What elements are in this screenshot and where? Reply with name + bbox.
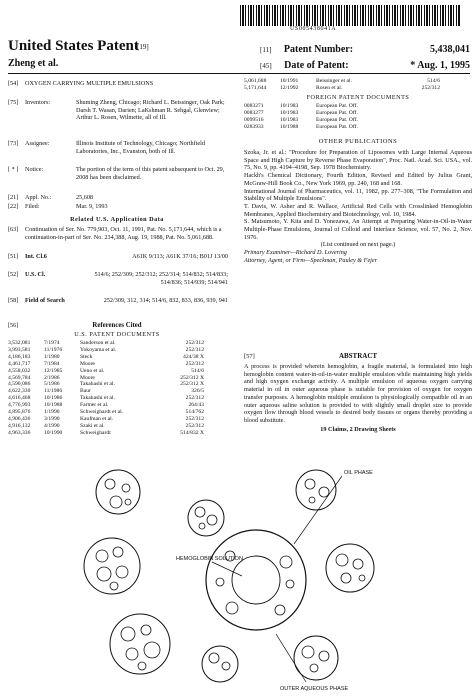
reference-cls: 514/6 [427,78,440,84]
search-label: Field of Search [25,297,65,304]
reference-num: 4,895,876 [8,409,31,416]
related-data-heading: Related U.S. Application Data [70,216,164,223]
inventors-label: Inventors: [25,99,51,106]
int-cl-code: [51] [8,253,19,260]
application-label: Appl. No.: [25,194,52,201]
foreign-docs-list [244,103,472,131]
reference-cls [380,117,442,124]
reference-date: 12/1992 [280,84,299,91]
droplet-center-small [188,500,224,536]
reference-date: 4/1990 [44,422,60,429]
reference-num: 5,171,644 [244,84,267,91]
int-cl-text: A61K 9/113; A61K 37/16; B01J 13/00 [132,253,228,260]
reference-name: Takahashi et al. [80,395,115,402]
reference-row [8,409,206,416]
label-hemoglobin [176,556,243,562]
reference-name: European Pat. Off. [316,103,358,109]
reference-row [244,78,442,85]
reference-date: 10/1988 [44,402,63,409]
reference-date: 10/1983 [280,103,299,109]
continuation-text: Continuation of Ser. No. 779,903, Oct. 11, 1991, Pat. No. 5,171,644, which is a continuation-in-part of Ser. No. 234,388, Aug. 19, 1988, Pat. No. 5,061,688. [25,226,222,241]
label-oil-phase: OIL PHASE [344,470,373,476]
reference-cls: 326/5 [191,388,204,395]
reference-cls: 514/832 X [180,429,204,436]
droplet-left-mid [84,538,140,594]
reference-num: 0099516 [244,116,264,123]
application-code: [21] [8,194,19,201]
reference-cls [380,103,442,110]
pub-item: Hackh's Chemical Dictionary, Fourth Edition, Revised and Edited by Julius Grant, McGraw-Hill Book Co., New York 1969, pp. 240, 168 and 168. [244,172,472,187]
reference-date: 10/1988 [280,123,299,130]
date-of-patent-line [260,60,470,71]
oil-leader [294,476,342,544]
reference-cls: 252/312 [185,395,204,402]
reference-name: Ueno et al. [80,367,105,374]
inventor-heading: Zheng et al. [8,58,59,69]
patent-number: 5,438,041 [430,44,470,55]
reference-date: 10/1986 [44,395,63,402]
reference-date: 12/1985 [44,367,63,374]
date-value-wrap [410,60,470,71]
droplet-small-topleft [96,470,140,514]
reference-num: 0283933 [244,123,264,130]
abstract-text: A process is provided wherein hemoglobin, a fragile material, is formulated into high hemoglobin content water-in-oil-in-water multiple emulsion while maintaining high yields and high oxygen exchange activity. A multiple emulsion of aqueous oxygen carrying material in oil in outer aqueous phase is suitable for provision of oxygen for oxygen transfer purposes. A hemoglobin multiple emulsion is physiologically compatible oil in an outer aqueous saline solution is provided to with slightly small droplet size to provide oxygen flow through blood vessels to desired body tissues or organs thereby providing a blood substitute. [244,363,472,424]
label-outer-aqueous: OUTER AQUEOUS PHASE [280,686,349,692]
reference-num: 4,963,336 [8,429,31,436]
reference-num: 4,776,993 [8,402,31,409]
reference-name: European Pat. Off. [316,109,358,116]
search-code: [58] [8,297,19,304]
reference-date: 10/1990 [44,429,63,436]
reference-name: Szaki et al. [80,422,105,429]
reference-row [8,416,206,423]
reference-cls: 264/43 [188,402,204,409]
reference-cls: 252/312 [185,340,204,346]
foreign-docs-heading: FOREIGN PATENT DOCUMENTS [306,94,410,101]
header-rule [8,73,470,74]
reference-row [8,340,206,347]
droplet-bottom-center [202,646,238,682]
barcode [240,5,460,26]
reference-cls [380,124,442,131]
reference-row [8,381,206,388]
reference-cls: 252/312 [185,346,204,353]
reference-row [244,85,442,92]
barcode-number: US005438041A [290,26,337,32]
reference-date: 10/1983 [280,109,299,116]
reference-num: 3,993,581 [8,346,31,353]
reference-name: European Pat. Off. [316,116,358,123]
reference-date: 3/1990 [44,415,60,422]
title-code: [54] [8,80,19,87]
droplet-top-right [296,470,336,510]
continuation-code: [63] [8,226,19,233]
reference-date: 1/1990 [44,409,60,416]
patent-number-label: Patent Number: [283,44,354,55]
inventors-code: [75] [8,99,19,106]
reference-date: 10/1983 [280,116,299,123]
reference-date: 5/1986 [44,381,60,388]
reference-date: 11/1976 [44,346,63,353]
reference-num: 4,906,436 [8,415,31,422]
reference-num: 4,186,183 [8,353,31,360]
assignee-text: Illinois Institute of Technology, Chicago; Northfield Laboratories, Inc., Evanston, both of Ill. [76,140,205,155]
reference-row [8,388,206,395]
us-cl-text: 514/6; 252/309; 252/312; 252/314; 514/832; 514/833; 514/836; 514/939; 514/941 [94,271,228,286]
references-heading: References Cited [92,322,142,329]
us-docs-table [8,340,206,437]
reference-num: 4,622,330 [8,388,31,395]
reference-date: 1/1980 [44,353,60,360]
reference-date: 7/1984 [44,360,60,367]
reference-date: 2/1986 [44,374,60,381]
reference-row [244,117,442,124]
application-number: 25,608 [76,194,94,201]
reference-cls: 252/312 [185,415,204,422]
us-cl-label: U.S. Cl. [25,271,46,278]
reference-row [8,430,206,437]
top-docs-list [244,78,472,92]
reference-name: Schweighardt et al. [80,409,124,416]
reference-cls: 252/312 [185,422,204,429]
droplet-large-center [206,530,306,630]
reference-row [8,423,206,430]
reference-num: 4,569,784 [8,374,31,381]
filed-label: Filed: [25,203,40,210]
reference-num: 0083277 [244,109,264,116]
droplet-right-mid [326,544,374,592]
date-value: Aug. 1, 1995 [417,60,470,71]
reference-name: Steck [80,353,93,360]
reference-name: Kaufman et al. [80,415,114,422]
reference-row [8,395,206,402]
reference-cls: 514/762 [185,409,204,416]
reference-row [244,103,442,110]
reference-num: 4,558,032 [8,367,31,374]
reference-cls: 424/38 X [183,353,204,360]
reference-row [8,368,206,375]
filed-date: Mar. 9, 1993 [76,203,108,210]
reference-cls: 252/312 X [180,374,204,381]
pub-item: International Journal of Pharmaceutics, vol. 11, 1982, pp. 277–308, "The Formulation and Stability of Multiple Emulsions". [244,187,472,203]
title-ref: [19] [137,43,149,51]
date-star: * [410,60,416,71]
reference-name: Yokoyama et al. [80,346,117,353]
reference-name: Moore [80,360,95,367]
patent-number-code: [11] [260,46,272,54]
top-docs-table [244,78,442,92]
reference-row [8,402,206,409]
us-docs-list [8,340,226,437]
date-code: [45] [260,62,272,70]
refs-code: [56] [8,322,19,329]
reference-date: 10/1991 [280,78,299,84]
date-label: Date of Patent: [284,60,349,71]
notice-text: The portion of the term of this patent subsequent to Oct. 29, 2008 has been disclaimed. [76,166,225,181]
foreign-docs-table [244,103,442,131]
reference-name: Farmer et al. [80,402,109,409]
filed-code: [22] [8,203,19,210]
reference-cls: 514/6 [191,367,204,374]
search-text: 252/309, 312, 314; 514/6, 832, 833, 836, 939, 941 [103,297,228,304]
reference-row [8,354,206,361]
reference-date: 11/1986 [44,388,63,395]
other-pubs-heading: OTHER PUBLICATIONS [318,138,398,145]
reference-date: 7/1974 [44,340,60,346]
other-pubs [244,149,472,265]
assignee-code: [73] [8,140,19,147]
reference-row [8,375,206,382]
reference-name: Schweighardt [80,429,111,436]
us-docs-heading: U.S. PATENT DOCUMENTS [74,331,160,338]
list-continued: (List continued on next page.) [320,241,396,249]
claims-line: 19 Claims, 2 Drawing Sheets [320,425,396,433]
pub-item: S. Matsumoto, Y. Kita and D. Yonezawa, An Attempt at Preparing Water-in-Oil-in-Water Multiple-Phase Emulsions, Journal of Colloid and Interface Science, vol. 57, No. 2, Nov. 1976. [244,218,472,241]
reference-name: Baur [80,388,91,395]
reference-row [244,124,442,131]
attorney: Attorney, Agent, or Firm—Speckman, Pauley & Fejer [244,256,378,264]
droplet-left-bottom [110,614,170,674]
reference-num: 5,061,688 [244,78,267,84]
reference-num: 4,590,086 [8,381,31,388]
reference-cls: 252/312 [421,84,440,91]
reference-num: 4,616,468 [8,395,31,402]
notice-label: Notice: [25,166,44,173]
invention-title: OXYGEN CARRYING MULTIPLE EMULSIONS [25,80,154,87]
reference-num: 4,916,132 [8,422,31,429]
abstract-code: [57] [244,353,255,360]
abstract-heading: ABSTRACT [338,352,378,360]
reference-row [244,110,442,117]
inventors-text: Shuming Zheng, Chicago; Richard L. Beissinger, Oak Park; Darsh T. Wasan, Darien; LaKshman R. Sehgal, Glenview; Arthur L. Rosen, Wilmette, all of Ill. [76,99,225,122]
reference-name: Takahashi et al. [80,381,115,388]
primary-examiner: Primary Examiner—Richard D. Lovering [244,249,347,257]
reference-cls: 252/312 [185,360,204,367]
reference-name: Rosen et al. [316,84,343,91]
assignee-label: Assignee: [25,140,50,147]
label-hemoglobin-text: HEMOGLOBIN SOLUTION [176,556,243,562]
patent-number-line [260,44,470,55]
us-cl-code: [52] [8,271,19,278]
int-cl-label: Int. Cl.6 [25,253,47,260]
reference-cls: 252/312 X [180,381,204,388]
reference-num: 3,532,081 [8,340,31,346]
emulsion-figure [80,458,400,694]
reference-num: 4,461,717 [8,360,31,367]
document-title: United States Patent [8,38,139,54]
reference-row [8,361,206,368]
pub-item: T. Davis, W. Asher and R. Wallace, Artificial Red Cells with Crosslinked Hemoglobin Membranes, Applied Biochemistry and Biotechnology, vol. 10, 1984. [244,202,472,218]
notice-code: [ * ] [8,166,19,173]
pub-item: Szoka, Jr. et al.: "Procedure for Preparation of Liposomes with Large Internal Aqueous Space and High Capture by Reverse Phase Evaporation", Proc. Natl. Acad. Sci. USA., vol. 75, No. 9, pp. 4194–4198, Sep. 1978 Biochemistry. [244,149,472,172]
reference-row [8,347,206,354]
abstract-body [244,363,472,433]
reference-name: Moore [80,374,95,381]
reference-cls [380,110,442,117]
reference-name: Sanderson et al. [80,340,116,346]
reference-name: Beissinger et al. [316,78,352,84]
reference-name: European Pat. Off. [316,123,358,130]
reference-num: 0083271 [244,103,264,109]
